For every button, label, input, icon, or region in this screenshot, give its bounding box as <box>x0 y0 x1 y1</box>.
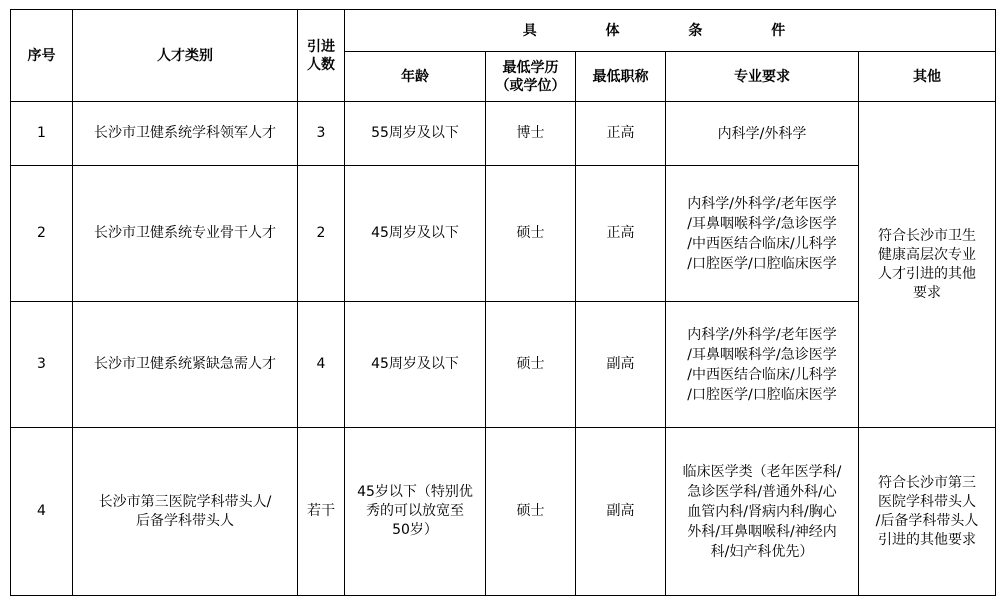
row-age: 55周岁及以下 <box>345 102 486 166</box>
row-age: 45周岁及以下 <box>345 166 486 302</box>
header-other: 其他 <box>859 52 996 102</box>
row-title: 正高 <box>576 166 666 302</box>
row-major <box>666 166 859 302</box>
row-seq: 1 <box>11 102 73 166</box>
row-other-text: 符合长沙市卫生 健康高层次专业 人才引进的其他 要求 <box>878 227 976 301</box>
header-seq: 序号 <box>11 10 73 102</box>
row-count: 4 <box>298 302 345 428</box>
row-age-text: 45岁以下（特别优 秀的可以放宽至 50岁） <box>357 484 473 538</box>
table-row <box>11 166 996 302</box>
row-category: 长沙市卫健系统学科领军人才 <box>73 102 298 166</box>
table-row <box>11 428 996 596</box>
header-count-text: 引进 人数 <box>307 38 335 73</box>
row-other-text: 符合长沙市第三 医院学科带头人 /后备学科带头人 引进的其他要求 <box>875 474 979 548</box>
row-education: 博士 <box>486 102 576 166</box>
header-age: 年龄 <box>345 52 486 102</box>
row-major-text: 内科学/外科学 <box>717 125 807 142</box>
row-other <box>859 428 996 596</box>
header-row-top <box>11 10 996 52</box>
row-count: 2 <box>298 166 345 302</box>
table-row <box>11 102 996 166</box>
row-major <box>666 302 859 428</box>
row-age: 45周岁及以下 <box>345 302 486 428</box>
table-row <box>11 302 996 428</box>
row-major-text: 内科学/外科学/老年医学 /耳鼻咽喉科学/急诊医学 /中西医结合临床/儿科学 /口腔医学/口腔临床医学 <box>687 326 837 403</box>
row-other-merged <box>859 102 996 428</box>
row-count: 3 <box>298 102 345 166</box>
row-category: 长沙市卫健系统紧缺急需人才 <box>73 302 298 428</box>
header-count <box>298 10 345 102</box>
header-education-text: 最低学历 （或学位） <box>495 59 566 94</box>
row-major <box>666 102 859 166</box>
header-major: 专业要求 <box>666 52 859 102</box>
row-title: 正高 <box>576 102 666 166</box>
row-seq: 4 <box>11 428 73 596</box>
row-title: 副高 <box>576 428 666 596</box>
row-title: 副高 <box>576 302 666 428</box>
header-specific-conditions: 具 体 条 件 <box>345 10 996 52</box>
row-seq: 2 <box>11 166 73 302</box>
row-category-text: 长沙市第三医院学科带头人/ 后备学科带头人 <box>98 493 272 529</box>
header-education <box>486 52 576 102</box>
row-major-text: 内科学/外科学/老年医学 /耳鼻咽喉科学/急诊医学 /中西医结合临床/儿科学 /口腔医学/口腔临床医学 <box>687 195 837 272</box>
row-major <box>666 428 859 596</box>
row-count: 若干 <box>298 428 345 596</box>
row-education: 硕士 <box>486 428 576 596</box>
row-education: 硕士 <box>486 302 576 428</box>
row-category: 长沙市卫健系统专业骨干人才 <box>73 166 298 302</box>
row-age <box>345 428 486 596</box>
header-category: 人才类别 <box>73 10 298 102</box>
row-category <box>73 428 298 596</box>
row-major-text: 临床医学类（老年医学科/ 急诊医学科/普通外科/心 血管内科/肾病内科/胸心 外科/耳鼻咽喉科/神经内 科/妇产科优先） <box>682 463 842 560</box>
row-seq: 3 <box>11 302 73 428</box>
row-education: 硕士 <box>486 166 576 302</box>
header-title: 最低职称 <box>576 52 666 102</box>
talent-recruitment-table <box>10 9 996 596</box>
